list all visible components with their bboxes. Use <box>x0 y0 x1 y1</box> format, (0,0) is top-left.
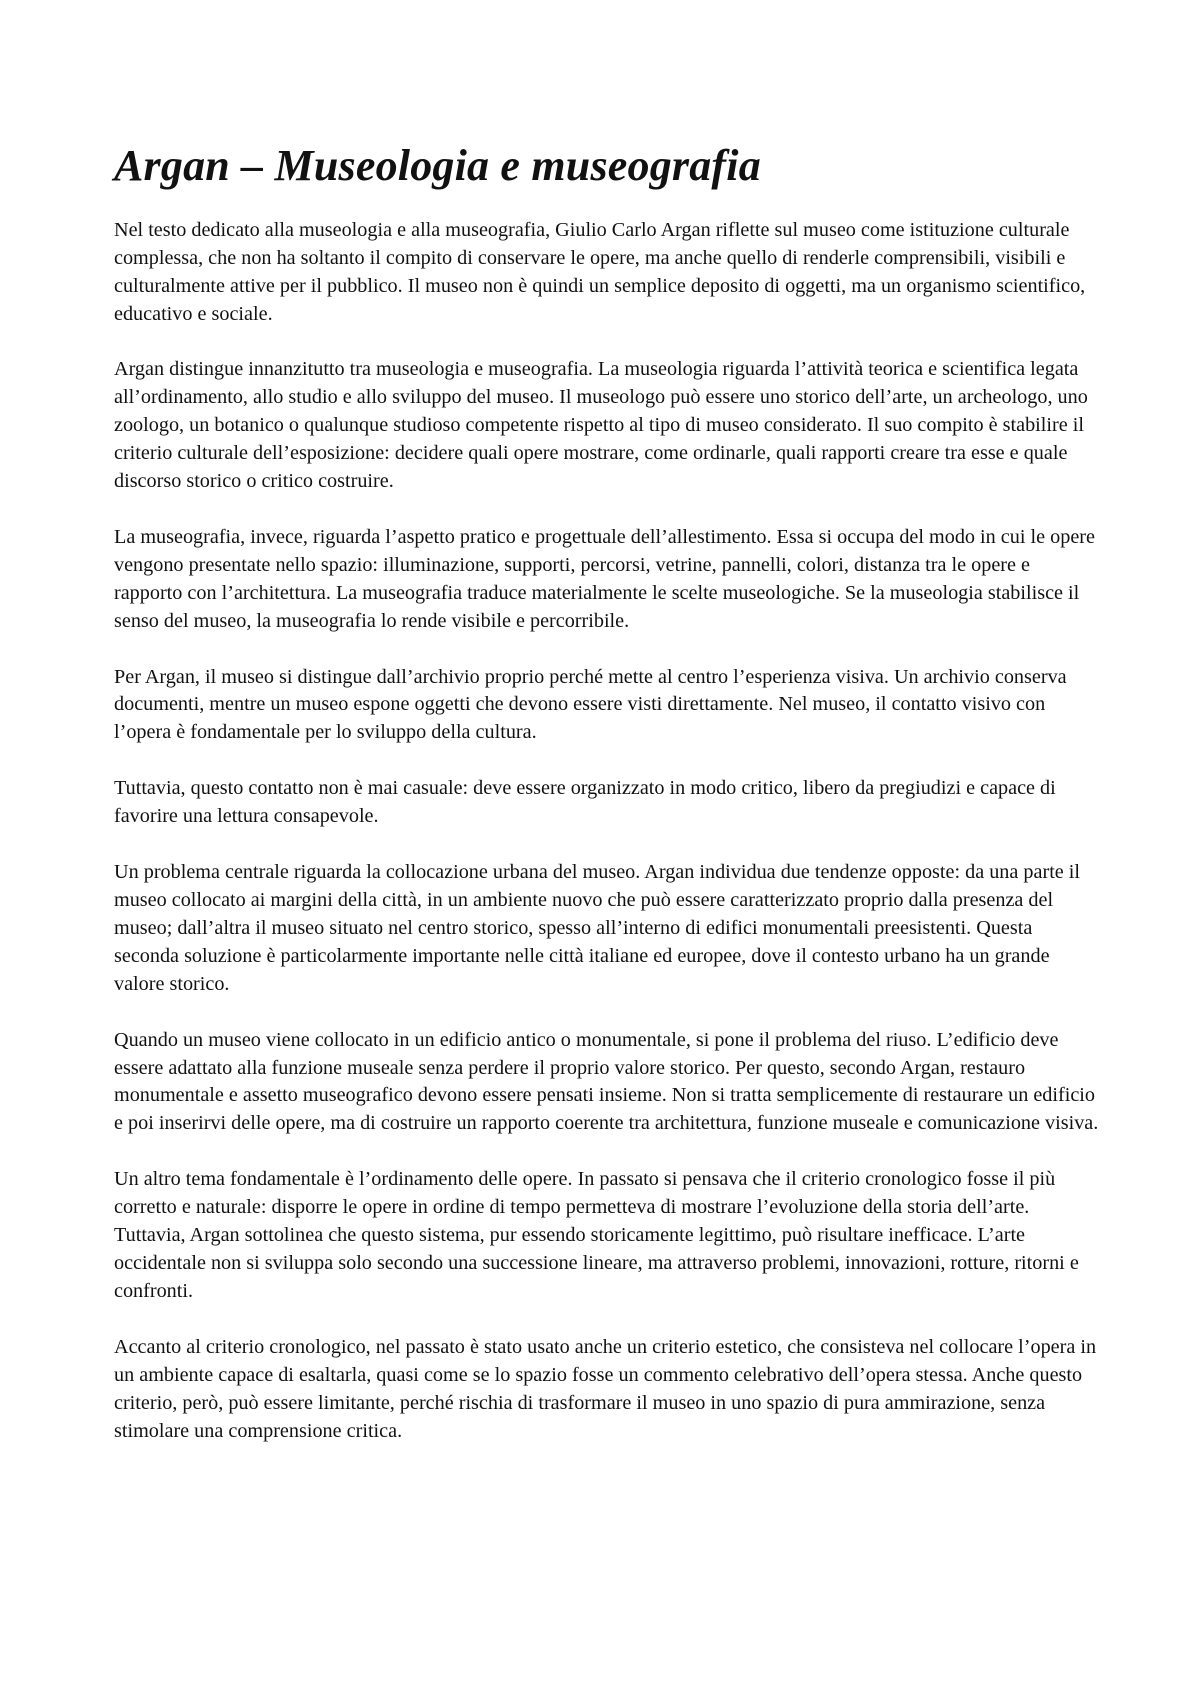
paragraph-3: La museografia, invece, riguarda l’aspetto pratico e progettuale dell’allestimento. Essa si occupa del modo in cui le opere vengono presentate nello spazio: illuminazione, supporti, percorsi, vetrine, pannelli, colori, distanza tra le opere e rapporto con l’architettura. La museografia traduce materialmente le scelte museologiche. Se la museologia stabilisce il senso del museo, la museografia lo rende visibile e percorribile. <box>114 525 1095 632</box>
paragraph-9: Accanto al criterio cronologico, nel passato è stato usato anche un criterio estetico, che consisteva nel collocare l’opera in un ambiente capace di esaltarla, quasi come se lo spazio fosse un commento celebrativo dell’opera stessa. Anche questo criterio, però, può essere limitante, perché rischia di trasformare il museo in uno spazio di pura ammirazione, senza stimolare una comprensione critica. <box>114 1335 1097 1442</box>
paragraph-5: Tuttavia, questo contatto non è mai casuale: deve essere organizzato in modo critico, libero da pregiudizi e capace di favorire una lettura consapevole. <box>114 777 1056 828</box>
paragraph-4: Per Argan, il museo si distingue dall’archivio proprio perché mette al centro l’esperienza visiva. Un archivio conserva documenti, mentre un museo espone oggetti che devono essere visti direttamente. Nel museo, il contatto visivo con l’opera è fondamentale per lo sviluppo della cultura. <box>114 665 1067 744</box>
paragraph-7: Quando un museo viene collocato in un edificio antico o monumentale, si pone il problema del riuso. L’edificio deve essere adattato alla funzione museale senza perdere il proprio valore storico. Per questo, secondo Argan, restauro monumentale e assetto museografico devono essere pensati insieme. Non si tratta semplicemente di restaurare un edificio e poi inserirvi delle opere, ma di costruire un rapporto coerente tra architettura, funzione museale e comunicazione visiva. <box>114 1028 1099 1135</box>
paragraph-8: Un altro tema fondamentale è l’ordinamento delle opere. In passato si pensava che il criterio cronologico fosse il più corretto e naturale: disporre le opere in ordine di tempo permetteva di mostrare l’evoluzione della storia dell’arte. Tuttavia, Argan sottolinea che questo sistema, pur essendo storicamente legittimo, può risultare inefficace. L’arte occidentale non si sviluppa solo secondo una successione lineare, ma attraverso problemi, innovazioni, rotture, ritorni e confronti. <box>114 1168 1079 1302</box>
page-title: Argan – Museologia e museografia <box>114 141 761 190</box>
paragraph-1: Nel testo dedicato alla museologia e alla museografia, Giulio Carlo Argan riflette sul museo come istituzione culturale complessa, che non ha soltanto il compito di conservare le opere, ma anche quello di renderle comprensibili, visibili e culturalmente attive per il pubblico. Il museo non è quindi un semplice deposito di oggetti, ma un organismo scientifico, educativo e sociale. <box>114 218 1086 325</box>
paragraph-6: Un problema centrale riguarda la collocazione urbana del museo. Argan individua due tendenze opposte: da una parte il museo collocato ai margini della città, in un ambiente nuovo che può essere caratterizzato proprio dalla presenza del museo; dall’altra il museo situato nel centro storico, spesso all’interno di edifici monumentali preesistenti. Questa seconda soluzione è particolarmente importante nelle città italiane ed europee, dove il contesto urbano ha un grande valore storico. <box>114 861 1081 995</box>
paragraph-2: Argan distingue innanzitutto tra museologia e museografia. La museologia riguarda l’attività teorica e scientifica legata all’ordinamento, allo studio e allo sviluppo del museo. Il museologo può essere uno storico dell’arte, un archeologo, uno zoologo, un botanico o qualunque studioso competente rispetto al tipo di museo considerato. Il suo compito è stabilire il criterio culturale dell’esposizione: decidere quali opere mostrare, come ordinarle, quali rapporti creare tra esse e quale discorso storico o critico costruire. <box>114 358 1088 493</box>
document-body <box>114 140 1100 1473</box>
